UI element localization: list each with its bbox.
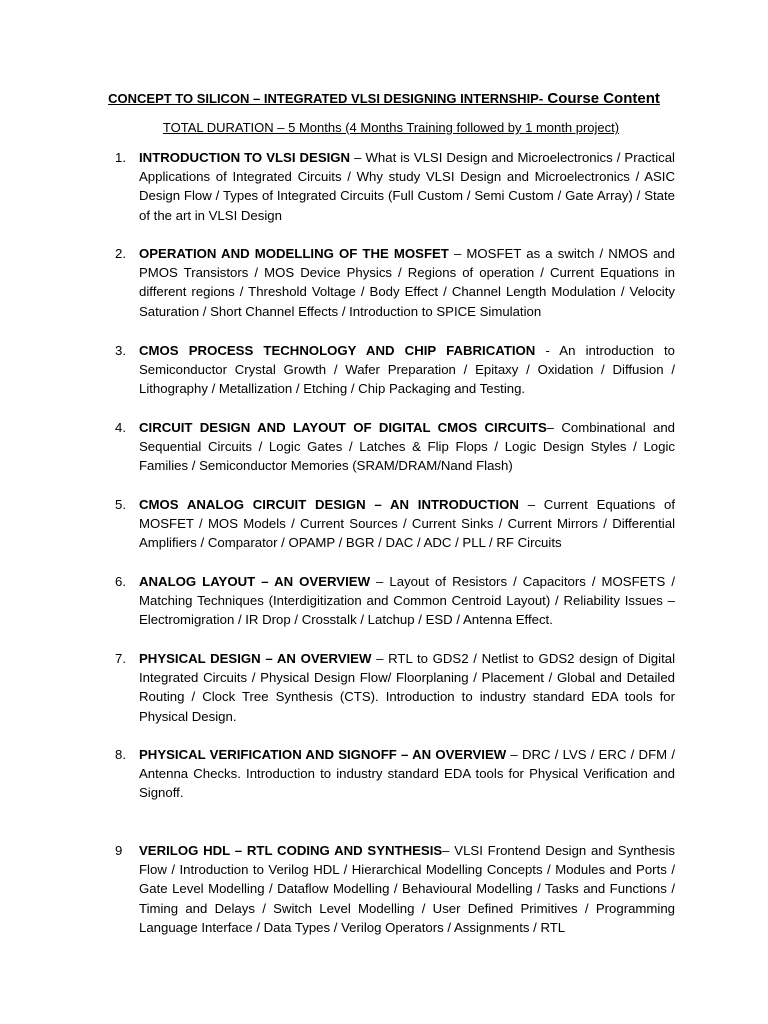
item-number: 1. — [115, 150, 126, 165]
item-number: 5. — [115, 497, 126, 512]
item-body: - An introduction to Semiconductor Crystal Growth / Wafer Preparation / Epitaxy / Oxidation / Diffusion / Lithography / Metallization / Etching / Chip Packaging and Testing. — [139, 343, 675, 397]
item-body: – DRC / LVS / ERC / DFM / Antenna Checks. Introduction to industry standard EDA tools for Physical Verification and Signoff. — [139, 747, 675, 801]
list-item — [115, 341, 675, 399]
title-main: CONCEPT TO SILICON – INTEGRATED VLSI DESIGNING INTERNSHIP- — [108, 91, 544, 106]
list-item — [115, 418, 675, 476]
title-sub: Course Content — [543, 90, 660, 107]
item-heading: PHYSICAL VERIFICATION AND SIGNOFF – AN OVERVIEW — [139, 747, 507, 762]
list-item — [115, 649, 676, 726]
item-body: – RTL to GDS2 / Netlist to GDS2 design of Digital Integrated Circuits / Physical Design Flow/ Floorplaning / Placement / Global and Detailed Routing / Clock Tree Synthesis (CTS). Introduction to industry standard EDA tools for Physical Design. — [139, 651, 676, 724]
list-item — [115, 745, 675, 803]
item-body: – Combinational and Sequential Circuits / Logic Gates / Latches & Flip Flops / Logic Design Styles / Logic Families / Semiconductor Memories (SRAM/DRAM/Nand Flash) — [139, 420, 675, 474]
item-body: – What is VLSI Design and Microelectronics / Practical Applications of Integrated Circuits / Why study VLSI Design and Microelectronics / ASIC Design Flow / Types of Integrated Circuits (Full Custom / Semi Custom / Gate Array) / State of the art in VLSI Design — [139, 150, 675, 223]
total-duration: TOTAL DURATION – 5 Months (4 Months Training followed by 1 month project) — [162, 120, 620, 135]
item-body: – MOSFET as a switch / NMOS and PMOS Transistors / MOS Device Physics / Regions of operation / Current Equations in different regions / Threshold Voltage / Body Effect / Channel Length Modulation / Velocity Saturation / Short Channel Effects / Introduction to SPICE Simulation — [139, 246, 675, 319]
item-number: 2. — [115, 246, 126, 261]
item-body: – Layout of Resistors / Capacitors / MOSFETS / Matching Techniques (Interdigitization and Common Centroid Layout) / Reliability Issues – Electromigration / IR Drop / Crosstalk / Latchup / ESD / Antenna Effect. — [139, 574, 675, 628]
item-heading: CIRCUIT DESIGN AND LAYOUT OF DIGITAL CMOS CIRCUITS — [139, 420, 547, 435]
list-item — [115, 841, 675, 937]
item-number: 6. — [115, 574, 126, 589]
item-number: 8. — [115, 747, 126, 762]
item-heading: PHYSICAL DESIGN – AN OVERVIEW — [139, 651, 372, 666]
item-number: 9 — [115, 843, 123, 858]
item-number: 7. — [115, 651, 126, 666]
item-heading: INTRODUCTION TO VLSI DESIGN — [139, 150, 351, 165]
item-body: – Current Equations of MOSFET / MOS Models / Current Sources / Current Sinks / Current Mirrors / Differential Amplifiers / Comparator / OPAMP / BGR / DAC / ADC / PLL / RF Circuits — [139, 497, 675, 551]
item-number: 3. — [115, 343, 126, 358]
page-title — [0, 90, 768, 107]
item-heading: ANALOG LAYOUT – AN OVERVIEW — [139, 574, 371, 589]
list-item — [115, 148, 675, 225]
item-heading: OPERATION AND MODELLING OF THE MOSFET — [139, 246, 449, 261]
list-item — [115, 495, 675, 553]
list-item — [115, 244, 675, 321]
item-heading: VERILOG HDL – RTL CODING AND SYNTHESIS — [139, 843, 443, 858]
item-number: 4. — [115, 420, 126, 435]
item-heading: CMOS PROCESS TECHNOLOGY AND CHIP FABRICATION — [139, 343, 536, 358]
list-item — [115, 572, 675, 630]
item-body: – VLSI Frontend Design and Synthesis Flow / Introduction to Verilog HDL / Hierarchical Modelling Concepts / Modules and Ports / Gate Level Modelling / Dataflow Modelling / Behavioural Modelling / Tasks and Functions / Timing and Delays / Switch Level Modelling / User Defined Primitives / Programming Language Interface / Data Types / Verilog Operators / Assignments / RTL — [139, 843, 675, 935]
item-heading: CMOS ANALOG CIRCUIT DESIGN – AN INTRODUCTION — [139, 497, 519, 512]
